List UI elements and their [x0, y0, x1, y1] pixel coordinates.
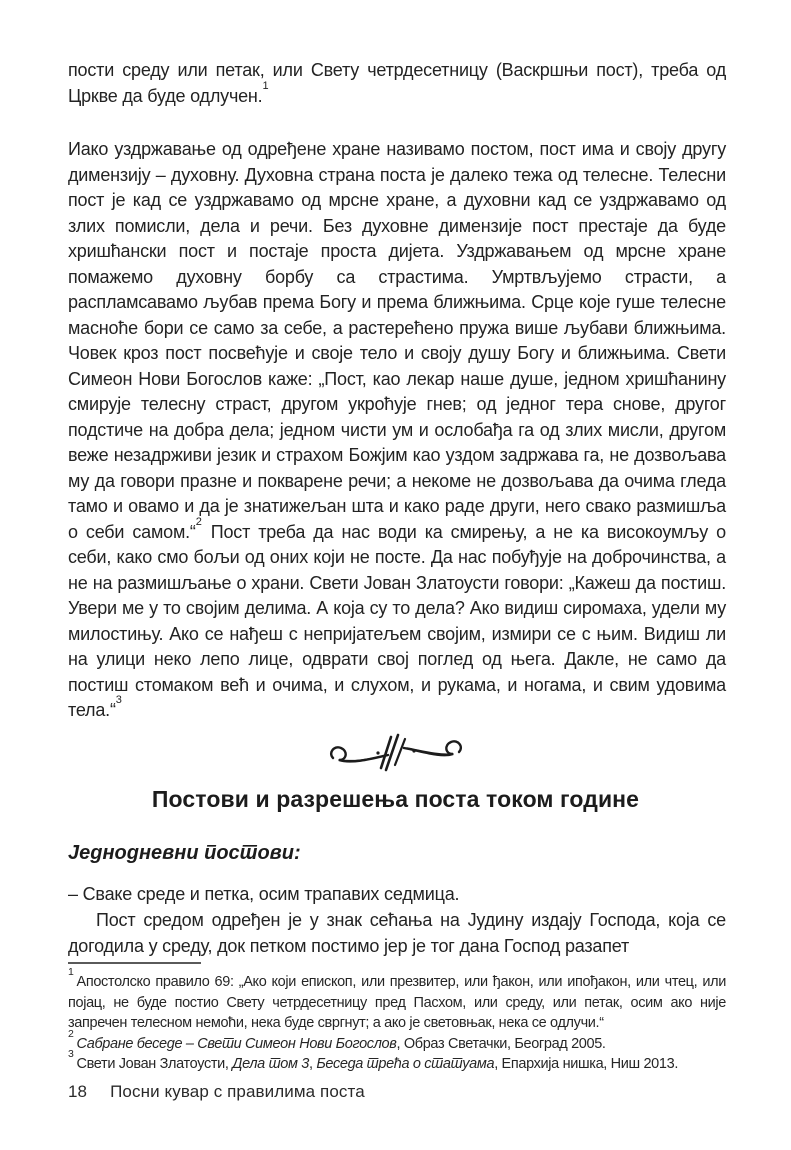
main-paragraph	[68, 137, 726, 724]
footnote-marker: 2	[68, 1027, 74, 1040]
section-divider-ornament	[0, 731, 791, 780]
footnote-text: Сабране беседе – Свети Симеон Нови Богослов	[76, 1035, 397, 1052]
footnote-ref-1: 1	[262, 79, 269, 92]
subsection-heading: Једнодневни постови:	[68, 842, 301, 864]
page-number: 18	[68, 1082, 88, 1101]
footnotes-block	[68, 966, 726, 1075]
footnote-ref-2: 2	[195, 515, 202, 528]
footnote-text: Дела том 3	[232, 1056, 309, 1072]
footnote-text: , Епархија нишка, Ниш 2013.	[494, 1056, 679, 1072]
footnote-marker: 1	[68, 966, 74, 979]
dash-list-item: – Сваке среде и петка, осим трапавих седмица.	[68, 884, 460, 904]
footnote-item	[68, 1027, 726, 1055]
footnote-text: Беседа трећа о статуама	[316, 1056, 495, 1072]
running-title: Посни кувар с правилима поста	[110, 1082, 365, 1101]
footnote-item	[68, 966, 726, 1034]
footnote-item	[68, 1048, 726, 1075]
footnote-text: Свети Јован Златоусти,	[76, 1056, 233, 1072]
footnote-divider-rule	[68, 962, 201, 964]
body-paragraph: Пост средом одређен је у знак сећања на Јудину издају Господа, која се догодила у среду, док петком постимо јер је тог дана Господ разапет	[68, 910, 726, 956]
continuation-paragraph	[68, 58, 726, 109]
footnote-text: Апостолско правило 69: „Ако који епископ, или презвитер, или ђакон, или ипођакон, или чтец, или појац, не буде постио Свету четрдесетницу пред Пасхом, или среду, или петак, осим ако није запречен телесном немоћи, нека буде свргнут; а ако је световњак, нека се одлучи.“	[68, 974, 726, 1031]
flourish-icon	[321, 762, 471, 779]
footnote-text: ,	[308, 1056, 317, 1072]
paragraph-text: Иако уздржавање од одређене хране називамо постом, пост има и своју другу димензију – духовну. Духовна страна поста је далеко тежа од телесне. Телесни пост је кад се уздржавамо од мрсне хране, а духовни кад се уздржавамо од злих помисли, дела и речи. Без духовне димензије пост престаје да буде хришћански пост и постаје проста дијета. Уздржавањем од мрсне хране помажемо духовну борбу са страстима. Умртвљујемо страсти, а распламсавамо љубав према Богу и према ближњима. Срце које гуше телесне масноће бори се само за себе, а растерећено пружа више љубави ближњима. Човек кроз пост посвећује и своје тело и своју душу Богу и ближњима. Свети Симеон Нови Богослов каже: „Пост, као лекар наше душе, једном хришћанину смирује телесну страст, другом укроћује гнев; од једног тера снове, другог подстиче на добра дела; једном чисти ум и ослобађа га од злих мисли, другом веже незадрживи језик и страхом Божјим као уздом задржава га, не дозвољава му да говори празне и покварене речи; а некоме не дозвољава да очима гледа тамо и овамо и да је знатижељан шта и како раде други, него свако размишља о себи самом.“	[68, 139, 726, 542]
page-footer	[68, 1082, 365, 1102]
footnote-ref-3: 3	[115, 694, 122, 706]
footnote-marker: 3	[68, 1048, 74, 1061]
paragraph-text: Пост треба да нас води ка смирењу, а не ка високоумљу о себи, како смо бољи од оних који не посте. Да нас побуђује на доброчинства, а не на размишљање о храни. Свети Јован Златоусти говори: „Кажеш да постиш. Увери ме у то својим делима. А која су то дела? Ако видиш сиромаха, удели му милостињу. Ако се нађеш с непријатељем својим, измири се с њим. Видиш ли на улици неко лепо лице, одврати свој поглед од њега. Дакле, не само да постиш стомаком већ и очима, и слухом, и рукама, и ногама, и свим удовима тела.“	[68, 521, 726, 720]
paragraph-text: пости среду или петак, или Свету четрдесетницу (Васкршњи пост), треба од Цркве да буде одлучен.	[68, 60, 726, 106]
section-heading: Постови и разрешења поста током године	[151, 786, 640, 812]
footnote-text: , Образ Светачки, Београд 2005.	[396, 1035, 606, 1052]
